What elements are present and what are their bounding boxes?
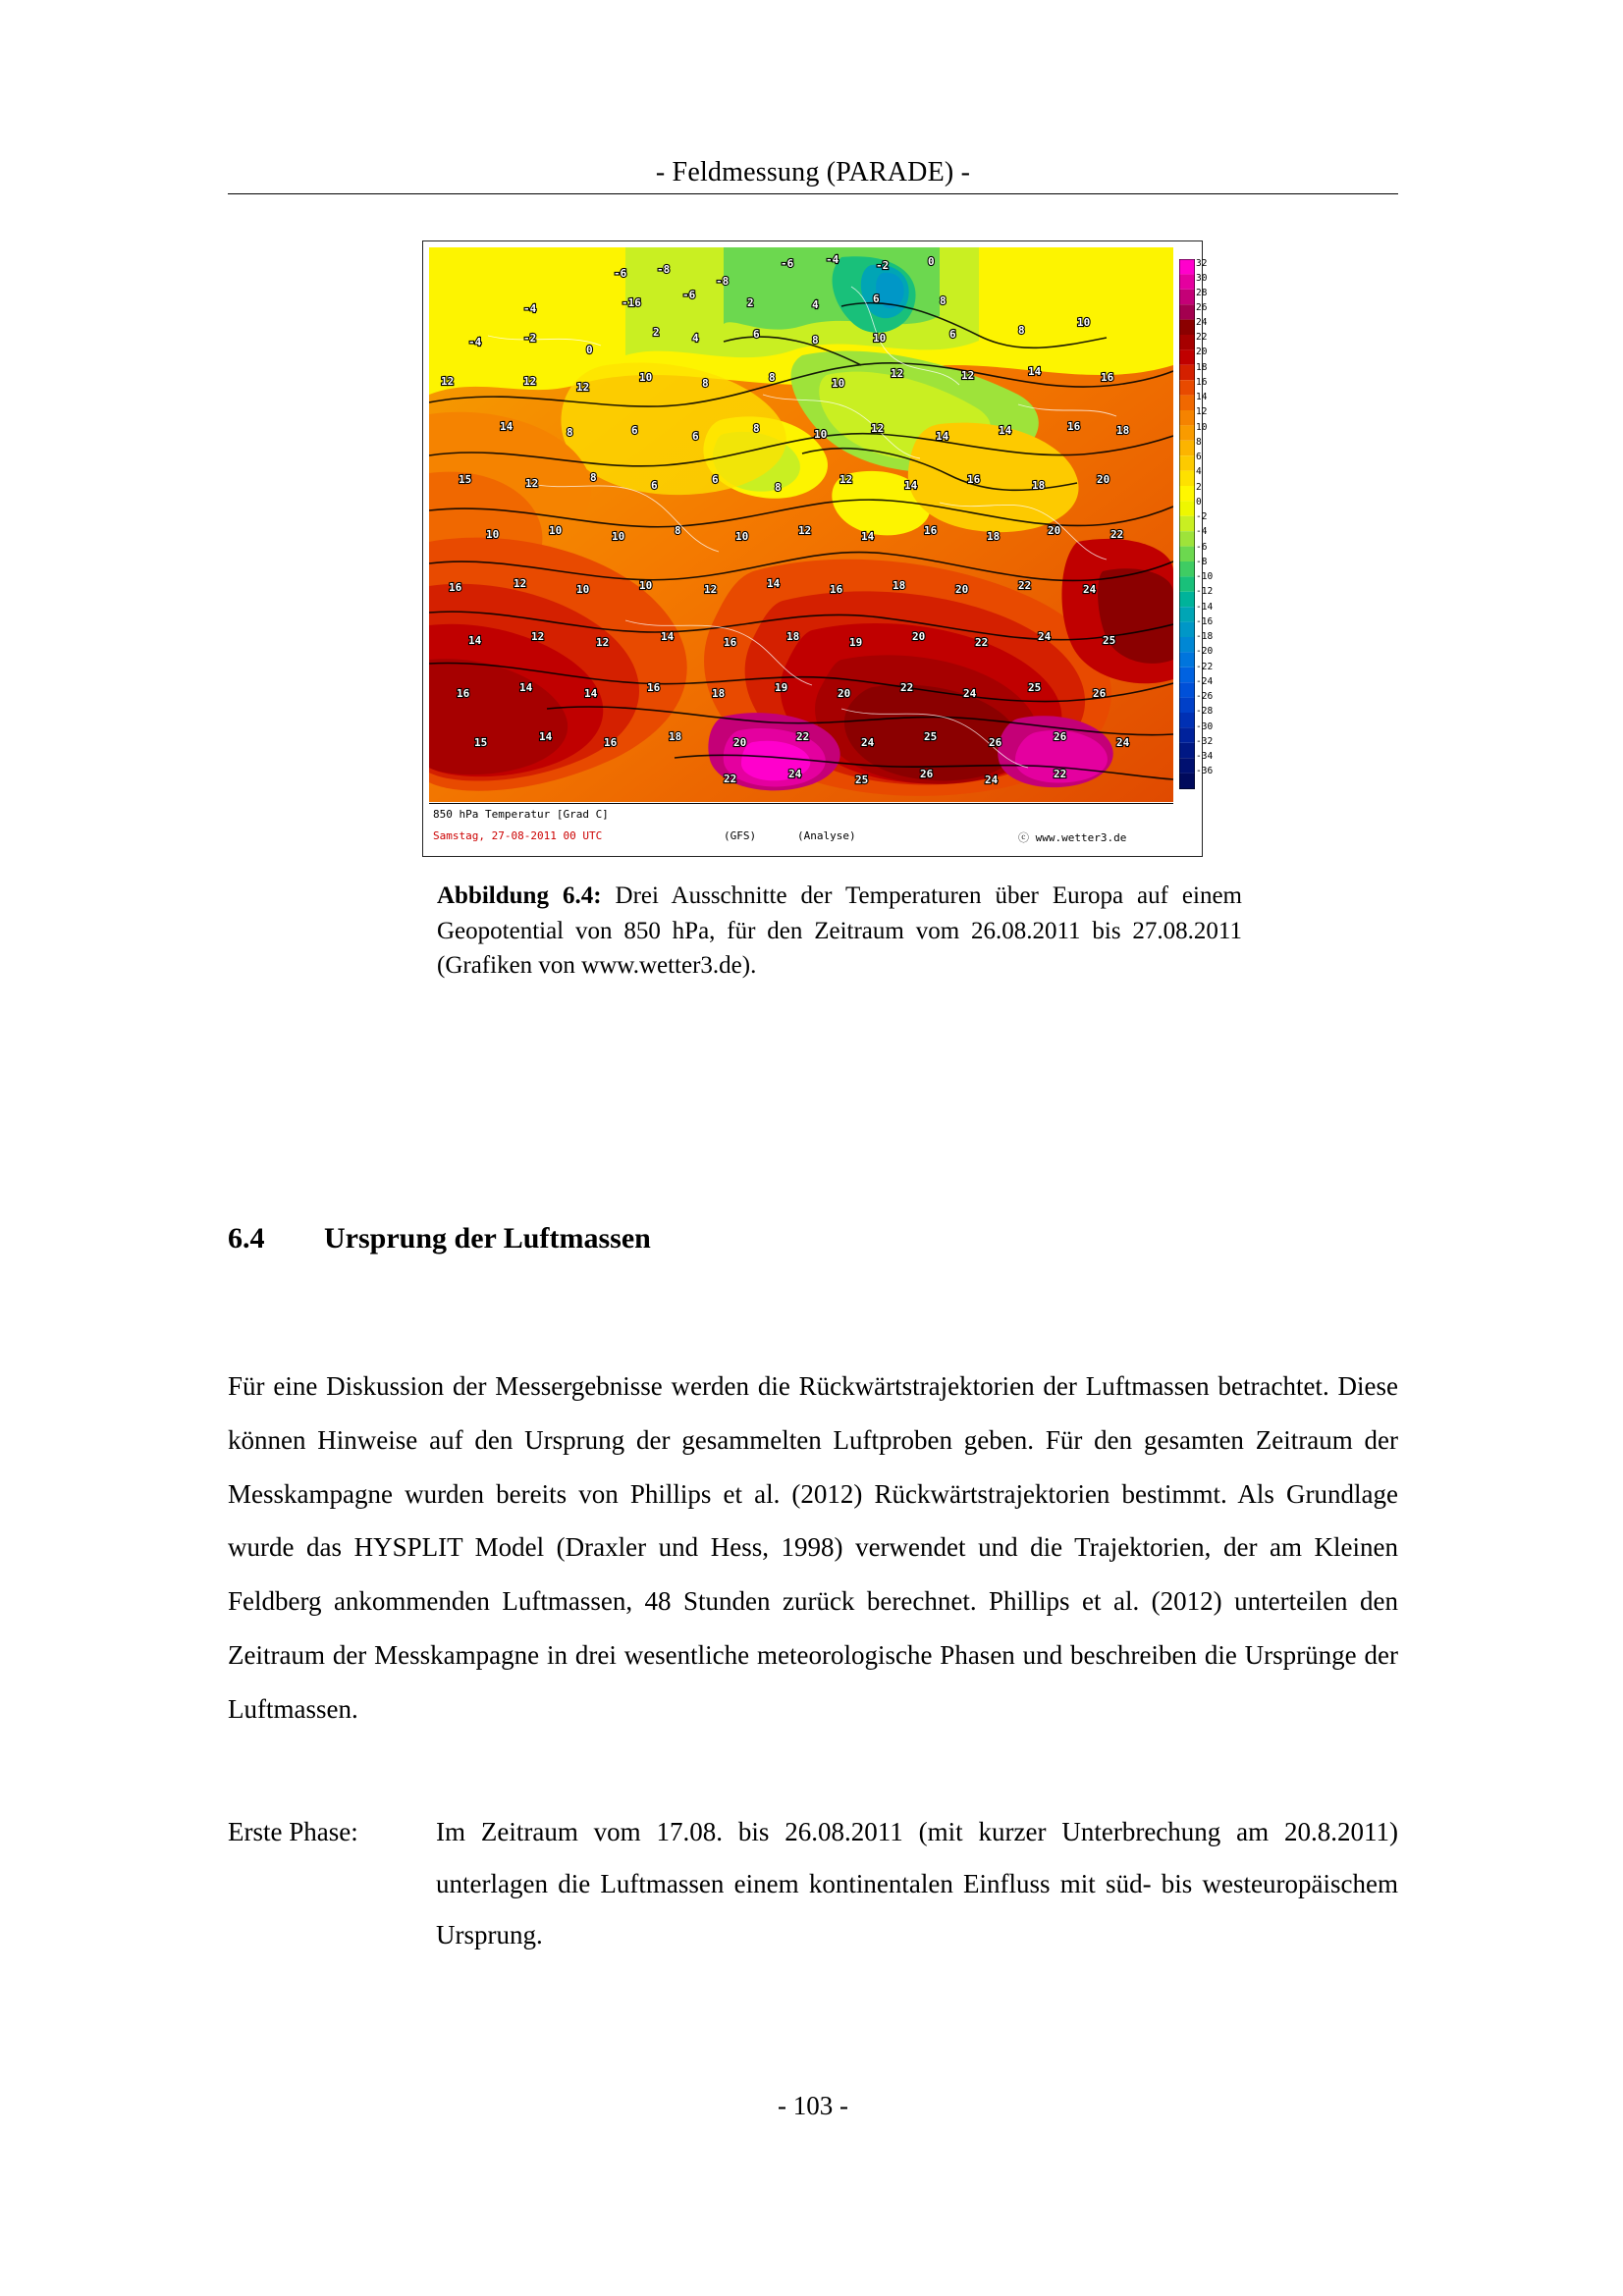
colorbar-tick: -32 (1196, 736, 1214, 747)
colorbar-tick: 20 (1196, 347, 1208, 357)
svg-text:-4: -4 (468, 336, 482, 348)
svg-text:12: 12 (531, 630, 545, 643)
map-date: Samstag, 27-08-2011 00 UTC (433, 829, 603, 842)
svg-text:14: 14 (861, 530, 875, 543)
colorbar-tick: 12 (1196, 406, 1208, 417)
svg-text:2: 2 (653, 326, 660, 339)
colorbar-tick: 32 (1196, 258, 1208, 269)
section-number: 6.4 (228, 1222, 265, 1255)
colorbar-tick: 14 (1196, 392, 1208, 402)
svg-text:0: 0 (586, 344, 593, 356)
svg-text:10: 10 (873, 332, 887, 345)
svg-text:14: 14 (519, 681, 533, 694)
svg-text:19: 19 (775, 681, 788, 694)
map-canvas (423, 241, 1214, 858)
svg-text:18: 18 (669, 730, 682, 743)
svg-text:12: 12 (576, 381, 590, 394)
colorbar-tick-labels (1196, 255, 1235, 793)
svg-text:-16: -16 (622, 296, 641, 309)
svg-text:14: 14 (468, 634, 482, 647)
svg-text:26: 26 (920, 768, 934, 780)
svg-text:6: 6 (873, 293, 880, 305)
svg-text:8: 8 (567, 426, 573, 439)
svg-text:25: 25 (924, 730, 938, 743)
colorbar-tick: 0 (1196, 497, 1202, 507)
colorbar-tick: -26 (1196, 691, 1214, 702)
colorbar-tick: -28 (1196, 706, 1214, 717)
svg-text:12: 12 (798, 524, 812, 537)
colorbar-tick: 8 (1196, 437, 1202, 448)
svg-text:12: 12 (871, 422, 885, 435)
figure-caption-label: Abbildung 6.4: (437, 882, 602, 909)
svg-text:12: 12 (514, 577, 527, 590)
svg-text:12: 12 (704, 583, 718, 596)
svg-text:24: 24 (1116, 736, 1130, 749)
svg-text:-8: -8 (657, 263, 671, 276)
svg-text:8: 8 (590, 471, 597, 484)
svg-text:12: 12 (441, 375, 455, 388)
svg-text:-6: -6 (614, 267, 627, 280)
svg-text:12: 12 (961, 369, 975, 382)
svg-text:22: 22 (1110, 528, 1124, 541)
running-header: - Feldmessung (PARADE) - (655, 157, 971, 187)
svg-text:26: 26 (1054, 730, 1067, 743)
svg-text:18: 18 (786, 630, 800, 643)
figure-caption-text: Drei Ausschnitte der Temperaturen über Europa auf einem Geopotential von 850 hPa, für den Zeitraum vom 26.08.2011 bis 27.08.2011 (Grafiken von www.wetter3.de). (437, 882, 1243, 979)
svg-text:22: 22 (1018, 579, 1032, 592)
colorbar-tick: 18 (1196, 362, 1208, 373)
svg-text:16: 16 (724, 636, 737, 649)
colorbar-tick: -12 (1196, 586, 1214, 597)
header-divider (228, 193, 1398, 194)
section-title: Ursprung der Luftmassen (324, 1222, 651, 1255)
svg-text:16: 16 (830, 583, 843, 596)
svg-text:-4: -4 (523, 302, 537, 315)
svg-text:8: 8 (940, 294, 947, 307)
svg-text:8: 8 (675, 524, 681, 537)
svg-text:6: 6 (692, 430, 699, 443)
svg-text:14: 14 (904, 479, 918, 492)
map-info-strip (429, 803, 1173, 852)
svg-text:24: 24 (861, 736, 875, 749)
svg-text:16: 16 (647, 681, 661, 694)
svg-text:25: 25 (1028, 681, 1042, 694)
svg-text:6: 6 (712, 473, 719, 486)
colorbar-tick: -10 (1196, 571, 1214, 582)
svg-text:20: 20 (1048, 524, 1061, 537)
colorbar-tick: -2 (1196, 511, 1208, 522)
svg-text:14: 14 (500, 420, 514, 433)
colorbar-tick: 22 (1196, 332, 1208, 343)
svg-text:24: 24 (985, 774, 999, 786)
colorbar-tick: 10 (1196, 422, 1208, 433)
svg-text:22: 22 (900, 681, 914, 694)
colorbar-tick: -6 (1196, 542, 1208, 553)
svg-text:20: 20 (1097, 473, 1110, 486)
svg-text:4: 4 (812, 298, 819, 311)
svg-text:8: 8 (775, 481, 782, 494)
colorbar-tick: -34 (1196, 751, 1214, 762)
svg-text:8: 8 (1018, 324, 1025, 337)
svg-text:10: 10 (549, 524, 563, 537)
colorbar-tick: -4 (1196, 526, 1208, 537)
svg-text:18: 18 (1116, 424, 1130, 437)
phase-label: Erste Phase: (228, 1817, 358, 1846)
svg-text:22: 22 (1054, 768, 1067, 780)
svg-text:10: 10 (639, 371, 653, 384)
svg-text:22: 22 (724, 773, 737, 785)
svg-text:16: 16 (1067, 420, 1081, 433)
heatmap-svg (429, 247, 1173, 802)
phase-text: Im Zeitraum vom 17.08. bis 26.08.2011 (mit kurzer Unterbrechung am 20.8.2011) unterlagen die Luftmassen einem kontinentalen Einfluss mit süd- bis westeuropäischem Ursprung. (436, 1817, 1398, 1950)
svg-text:8: 8 (753, 422, 760, 435)
colorbar-tick: -18 (1196, 631, 1214, 642)
svg-text:14: 14 (1028, 365, 1042, 378)
colorbar-tick: 16 (1196, 377, 1208, 388)
figure-caption (437, 879, 1242, 984)
svg-text:20: 20 (733, 736, 747, 749)
colorbar-tick: 30 (1196, 273, 1208, 284)
svg-text:-6: -6 (781, 257, 794, 270)
map-credit: ⓒ www.wetter3.de (1018, 831, 1127, 844)
svg-text:6: 6 (651, 479, 658, 492)
svg-text:8: 8 (769, 371, 776, 384)
svg-text:16: 16 (449, 581, 462, 594)
svg-text:-4: -4 (826, 253, 839, 266)
colorbar-svg (1179, 259, 1195, 789)
colorbar (1179, 259, 1195, 789)
svg-text:15: 15 (459, 473, 472, 486)
svg-text:18: 18 (987, 530, 1001, 543)
svg-text:10: 10 (576, 583, 590, 596)
body-paragraph-1: Für eine Diskussion der Messergebnisse werden die Rückwärtstrajektorien der Luftmassen betrachtet. Diese können Hinweise auf den Ursprung der gesammelten Luftproben geben. Für den gesamten Zeitraum der Messkampagne wurden bereits von Phillips et al. (2012) Rückwärtstrajektorien bestimmt. Als Grundlage wurde das HYSPLIT Model (Draxler und Hess, 1998) verwendet und die Trajektorien, der am Kleinen Feldberg ankommenden Luftmassen, 48 Stunden zurück berechnet. Phillips et al. (2012) unterteilen den Zeitraum der Messkampagne in drei wesentliche meteorologische Phasen und beschreiben die Ursprünge der Luftmassen. (228, 1371, 1398, 1724)
colorbar-tick: -16 (1196, 616, 1214, 627)
svg-text:14: 14 (936, 430, 949, 443)
page-number: - 103 - (778, 2091, 848, 2120)
svg-text:4: 4 (692, 332, 699, 345)
svg-text:24: 24 (963, 687, 977, 700)
svg-text:26: 26 (989, 736, 1002, 749)
colorbar-tick: 6 (1196, 452, 1202, 462)
svg-text:12: 12 (596, 636, 610, 649)
colorbar-tick: 24 (1196, 317, 1208, 328)
colorbar-tick: 28 (1196, 288, 1208, 298)
colorbar-tick: 26 (1196, 302, 1208, 313)
colorbar-tick: -30 (1196, 721, 1214, 732)
svg-text:6: 6 (949, 328, 956, 341)
svg-text:12: 12 (525, 477, 539, 490)
svg-text:14: 14 (661, 630, 675, 643)
svg-text:24: 24 (788, 768, 802, 780)
colorbar-tick: 2 (1196, 482, 1202, 493)
svg-text:6: 6 (631, 424, 638, 437)
svg-text:22: 22 (796, 730, 810, 743)
svg-text:-2: -2 (876, 259, 890, 272)
svg-text:6: 6 (753, 328, 760, 341)
svg-text:16: 16 (457, 687, 470, 700)
svg-text:10: 10 (639, 579, 653, 592)
svg-text:-2: -2 (523, 332, 537, 345)
svg-text:14: 14 (539, 730, 553, 743)
svg-text:14: 14 (999, 424, 1012, 437)
svg-text:24: 24 (1038, 630, 1052, 643)
svg-text:-6: -6 (682, 289, 696, 301)
svg-text:18: 18 (893, 579, 906, 592)
colorbar-tick: -22 (1196, 662, 1214, 672)
colorbar-tick: -8 (1196, 557, 1208, 567)
svg-text:22: 22 (975, 636, 989, 649)
svg-text:12: 12 (839, 473, 853, 486)
svg-text:19: 19 (849, 636, 863, 649)
svg-text:20: 20 (838, 687, 851, 700)
svg-text:14: 14 (584, 687, 598, 700)
svg-text:24: 24 (1083, 583, 1097, 596)
map-title: 850 hPa Temperatur [Grad C] (433, 808, 609, 821)
colorbar-tick: -36 (1196, 766, 1214, 776)
svg-text:10: 10 (832, 377, 845, 390)
svg-text:20: 20 (912, 630, 926, 643)
temperature-heatmap (429, 247, 1173, 802)
colorbar-tick: -24 (1196, 676, 1214, 687)
map-type: (Analyse) (797, 829, 856, 842)
map-model: (GFS) (724, 829, 757, 842)
svg-text:26: 26 (1093, 687, 1107, 700)
svg-text:15: 15 (474, 736, 488, 749)
colorbar-tick: -20 (1196, 646, 1214, 657)
svg-text:25: 25 (855, 774, 869, 786)
colorbar-tick: -14 (1196, 602, 1214, 613)
svg-text:10: 10 (735, 530, 749, 543)
svg-text:10: 10 (612, 530, 625, 543)
svg-text:10: 10 (1077, 316, 1091, 329)
svg-text:16: 16 (924, 524, 938, 537)
svg-text:2: 2 (747, 296, 754, 309)
svg-text:10: 10 (486, 528, 500, 541)
svg-text:16: 16 (604, 736, 618, 749)
svg-text:20: 20 (955, 583, 969, 596)
figure-weather-map (422, 240, 1214, 857)
svg-text:0: 0 (928, 255, 935, 268)
svg-text:-8: -8 (716, 275, 730, 288)
svg-text:12: 12 (891, 367, 904, 380)
svg-text:8: 8 (812, 334, 819, 347)
svg-text:12: 12 (523, 375, 537, 388)
colorbar-tick: 4 (1196, 466, 1202, 477)
svg-text:18: 18 (1032, 479, 1046, 492)
svg-text:25: 25 (1103, 634, 1116, 647)
svg-text:18: 18 (712, 687, 726, 700)
svg-text:16: 16 (1101, 371, 1114, 384)
svg-text:14: 14 (767, 577, 781, 590)
svg-text:16: 16 (967, 473, 981, 486)
svg-text:10: 10 (814, 428, 828, 441)
svg-text:8: 8 (702, 377, 709, 390)
